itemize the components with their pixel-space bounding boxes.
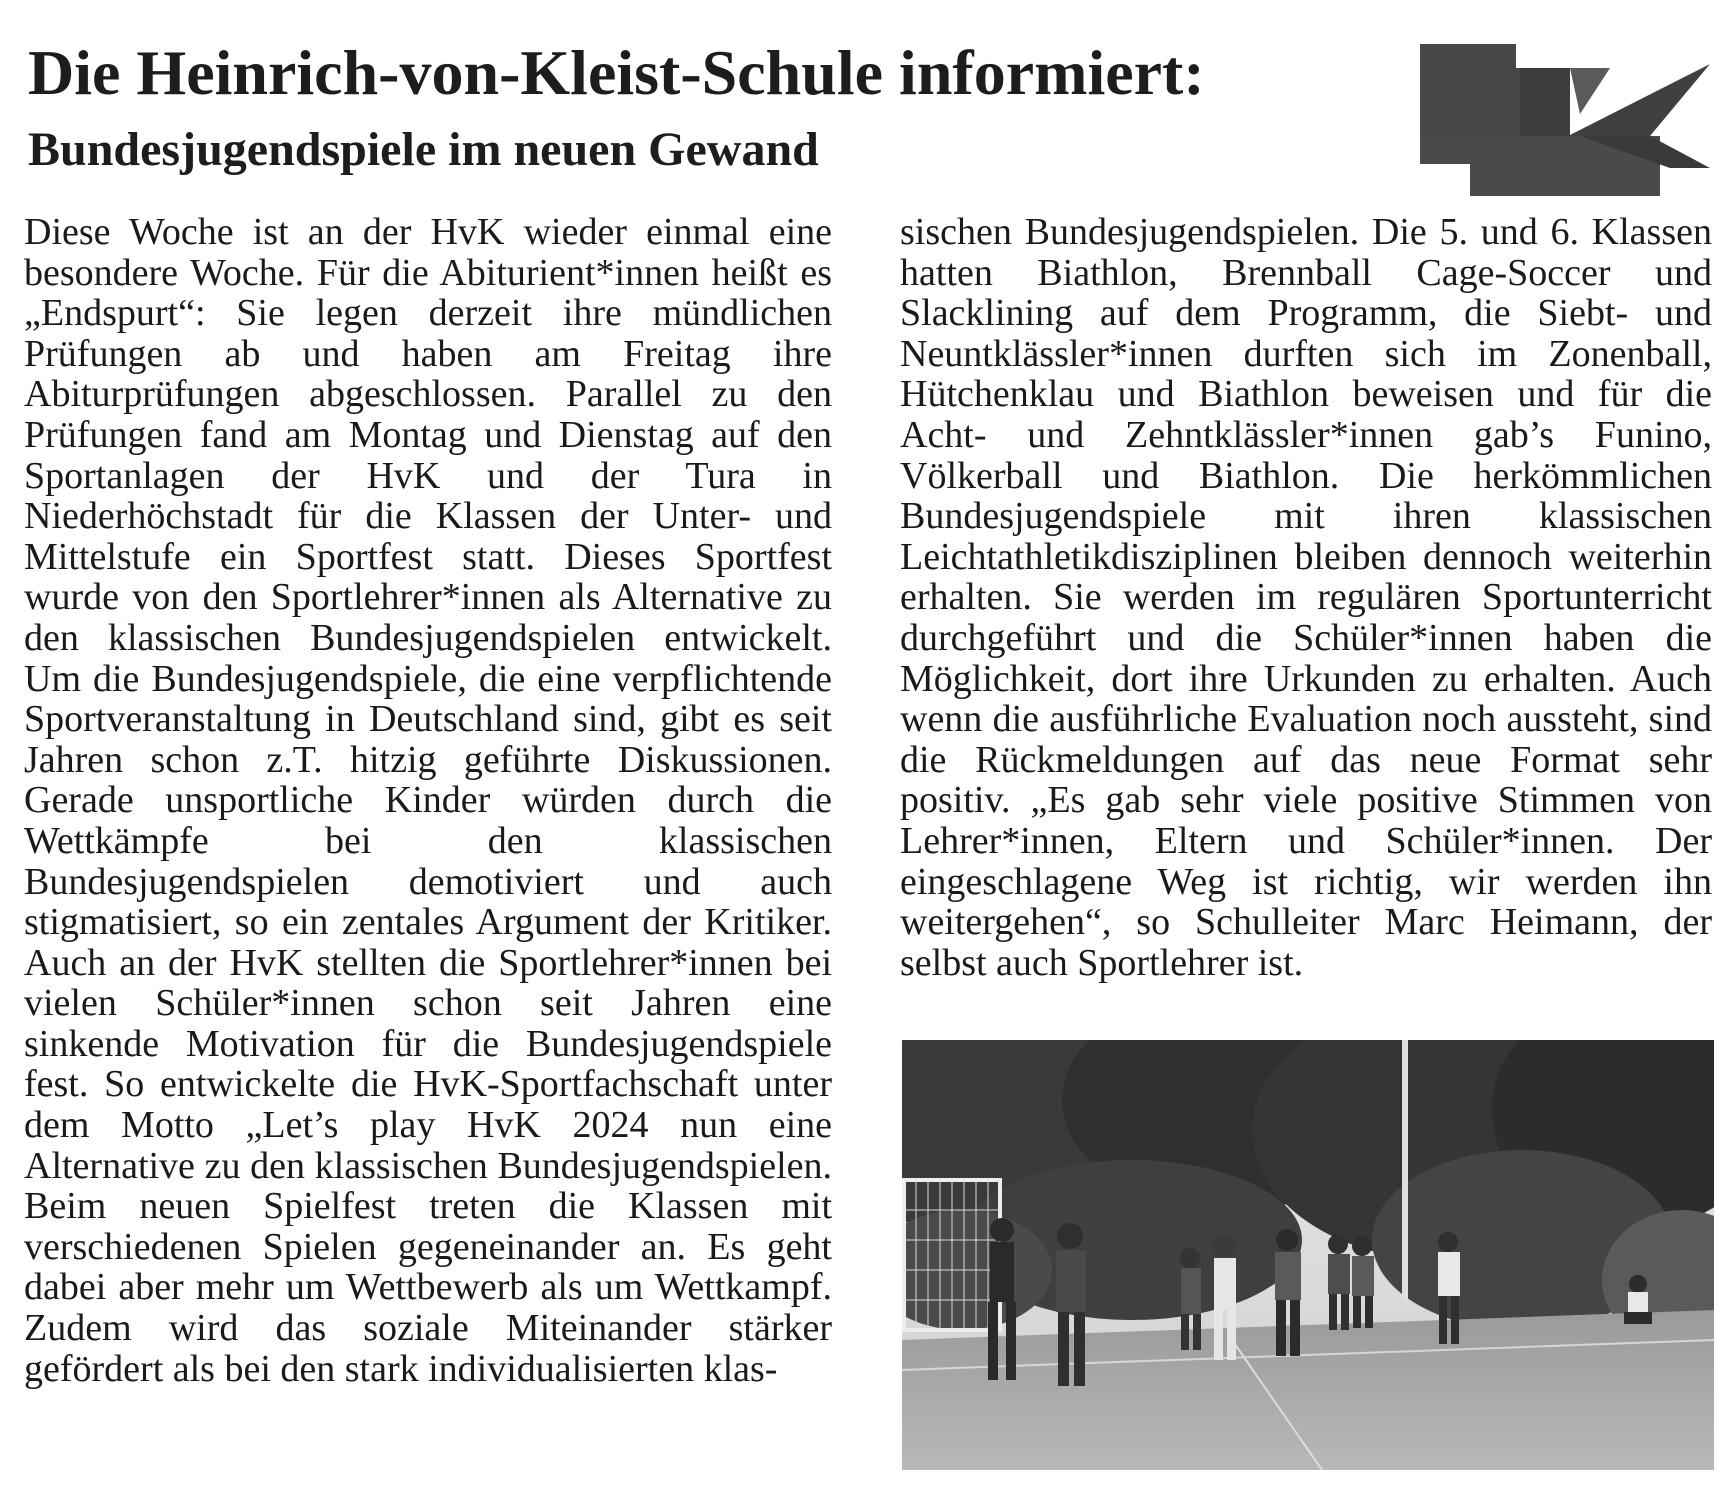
school-logo-icon [1420, 44, 1716, 200]
article-title: Die Heinrich-von-Kleist-Schule informiert: [28, 37, 1205, 108]
article-column-right [900, 212, 1712, 983]
article-text-left: Diese Woche ist an der HvK wieder einmal eine besondere Woche. Für die Abiturient*innen heißt es „Endspurt“: Sie legen derzeit ihre mündlichen Prüfungen ab und haben am Freitag ihre Abiturprüfungen abgeschlossen. Parallel zu den Prüfungen fand am Montag und Dienstag auf den Sportanlagen der HvK und der Tura in Niederhöchstadt für die Klassen der Unter- und Mittelstufe ein Sportfest statt. Dieses Sportfest wurde von den Sportlehrer*innen als Alternative zu den klassischen Bundesjugendspielen entwickelt. Um die Bundesjugendspiele, die eine verpflichtende Sportveranstaltung in Deutschland sind, gibt es seit Jahren schon z.T. hitzig geführte Diskussionen. Gerade unsportliche Kinder würden durch die Wettkämpfe bei den klassischen Bundesjugendspielen demotiviert und auch stigmatisiert, so ein zentales Argument der Kritiker. Auch an der HvK stellten die Sportlehrer*innen bei vielen Schüler*innen schon seit Jahren eine sinkende Motivation für die Bundesjugendspiele fest. So entwickelte die HvK-Sportfachschaft unter dem Motto „Let’s play HvK 2024 nun eine Alternative zu den klassischen Bundesjugendspielen. Beim neuen Spielfest treten die Klassen mit verschiedenen Spielen gegeneinander an. Es geht dabei aber mehr um Wettbewerb als um Wettkampf. Zudem wird das soziale Miteinander stärker gefördert als bei den stark individualisierten klas- [24, 211, 832, 1390]
school-logo-graphic [1420, 44, 1716, 200]
sports-field-photo [902, 1040, 1714, 1470]
sports-field-photo-graphic [902, 1040, 1714, 1470]
article-subtitle: Bundesjugendspiele im neuen Gewand [28, 123, 819, 176]
article-text-right: sischen Bundesjugendspielen. Die 5. und 6. Klassen hatten Biathlon, Brennball Cage-Soccer und Slacklining auf dem Programm, die Siebt- und Neuntklässler*innen durften sich im Zonenball, Hütchenklau und Biathlon beweisen und für die Acht- und Zehntklässler*innen gab’s Funino, Völkerball und Biathlon. Die herkömmlichen Bundesjugendspiele mit ihren klassischen Leichtathletikdisziplinen bleiben dennoch weiterhin erhalten. Sie werden im regulären Sportunterricht durchgeführt und die Schüler*innen haben die Möglichkeit, dort ihre Urkunden zu erhalten. Auch wenn die ausführliche Evaluation noch aussteht, sind die Rückmeldungen auf das neue Format sehr positiv. „Es gab sehr viele positive Stimmen von Lehrer*innen, Eltern und Schüler*innen. Der eingeschlagene Weg ist richtig, wir werden ihn weitergehen“, so Schulleiter Marc Heimann, der selbst auch Sportlehrer ist. [900, 211, 1712, 984]
article-column-left [24, 212, 832, 1389]
